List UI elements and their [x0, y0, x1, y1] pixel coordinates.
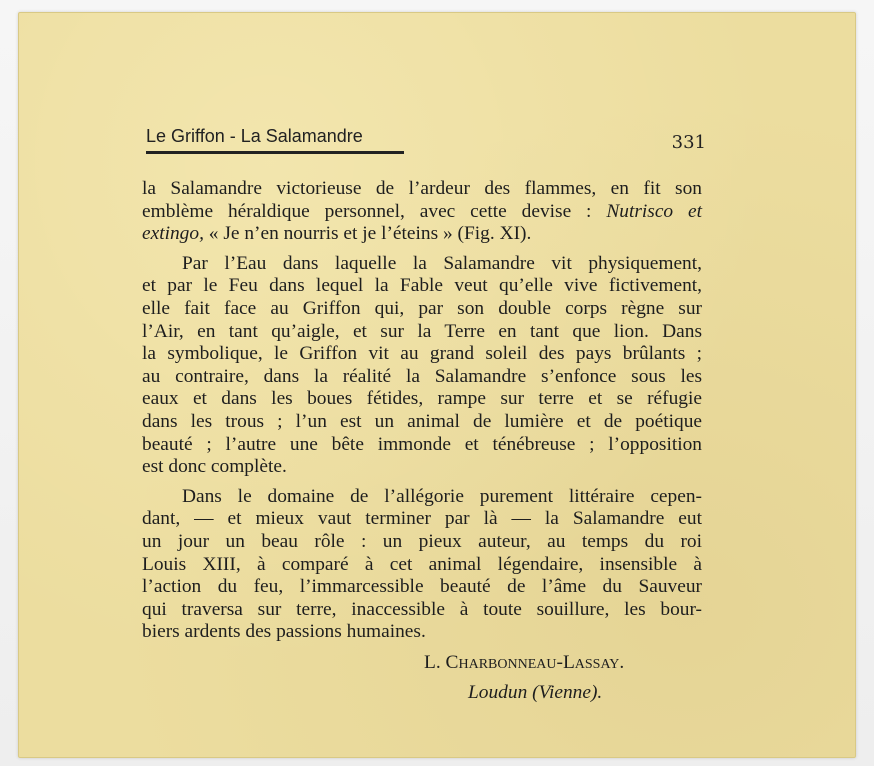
- text-line: [142, 201, 702, 224]
- author-initial: L.: [424, 652, 446, 673]
- text-line: et par le Feu dans lequel la Fable veut qu’elle vive fictivement,: [142, 275, 702, 297]
- text-line: dans les trous ; l’un est un animal de lumière et de poétique: [142, 410, 702, 432]
- running-title: Le Griffon - La Salamandre: [146, 126, 363, 146]
- text-line: Dans le domaine de l’allégorie purement littéraire cepen-: [182, 485, 702, 507]
- author-place: Loudun (Vienne).: [468, 682, 603, 703]
- text-line: l’action du feu, l’immarcessible beauté de l’âme du Sauveur: [142, 576, 702, 598]
- body-text: [142, 178, 702, 651]
- text-line: beauté ; l’autre une bête immonde et ténébreuse ; l’opposition: [142, 433, 702, 455]
- text-line: extingo, « Je n’en nourris et je l’éteins » (Fig. XI).: [142, 223, 532, 245]
- text-line: qui traversa sur terre, inaccessible à toute souillure, les bour-: [142, 598, 702, 620]
- text-run: emblème héraldique personnel, avec cette devise :: [142, 200, 607, 222]
- author-surname: Charbonneau-Lassay.: [445, 652, 625, 673]
- italic-motto: Nutrisco et: [606, 200, 702, 222]
- paragraph-2: [142, 253, 702, 479]
- italic-motto: extingo,: [142, 223, 204, 245]
- text-line: Par l’Eau dans laquelle la Salamandre vit physiquement,: [182, 252, 702, 274]
- text-line: l’Air, en tant qu’aigle, et sur la Terre en tant que lion. Dans: [142, 320, 702, 342]
- text-line: la Salamandre victorieuse de l’ardeur des flammes, en fit son: [142, 178, 702, 199]
- text-line: est donc complète.: [142, 456, 287, 478]
- text-line: eaux et dans les boues fétides, rampe sur terre et se réfugie: [142, 388, 702, 410]
- text-line: biers ardents des passions humaines.: [142, 621, 426, 643]
- text-line: un jour un beau rôle : un pieux auteur, au temps du roi: [142, 530, 702, 552]
- page-header: [146, 126, 706, 156]
- text-line: au contraire, dans la réalité la Salamandre s’enfonce sous les: [142, 365, 702, 387]
- text-line: Louis XIII, à comparé à cet animal légendaire, insensible à: [142, 553, 702, 575]
- text-line: la symbolique, le Griffon vit au grand soleil des pays brûlants ;: [142, 343, 702, 365]
- author-name: [424, 652, 624, 674]
- text-line: dant, — et mieux vaut terminer par là — la Salamandre eut: [142, 508, 702, 530]
- text-line: elle fait face au Griffon qui, par son double corps règne sur: [142, 297, 702, 319]
- header-underline: [146, 151, 404, 154]
- paragraph-3: [142, 486, 702, 644]
- paragraph-1: [142, 178, 702, 246]
- page-number: 331: [671, 132, 706, 153]
